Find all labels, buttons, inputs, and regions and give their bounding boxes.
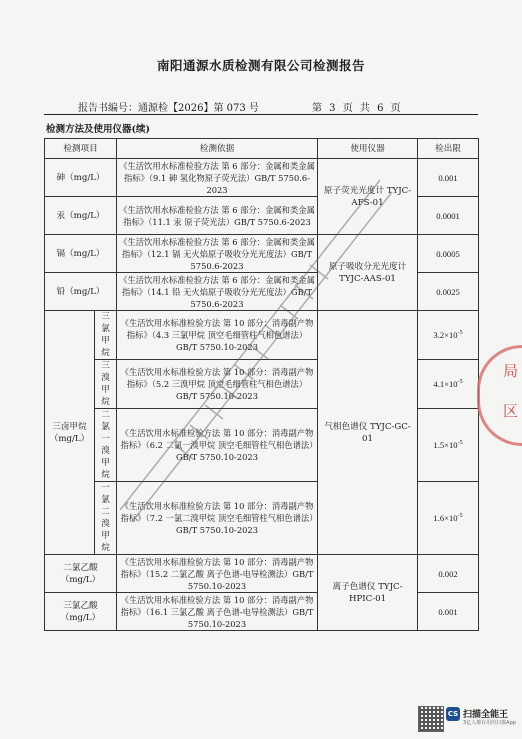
col-header-method: 检测依据: [117, 139, 318, 159]
scanner-tagline: 3亿人都在用的扫描App: [463, 720, 516, 726]
instrument-cell: 原子荧光光度计 TYJC-AFS-01: [318, 159, 418, 235]
method-cell: 《生活饮用水标准检验方法 第 6 部分：金属和类金属指标》（14.1 铅 无火焰原子吸收分光光度法）GB/T 5750.6-2023: [117, 273, 318, 311]
section-title: 检测方法及使用仪器(续): [46, 124, 150, 135]
sub-item-cell: 三溴甲烷: [95, 360, 117, 409]
limit-cell: [418, 311, 479, 360]
item-cell: 二氯乙酸（mg/L）: [45, 555, 117, 593]
sub-item-cell: 三氯甲烷: [95, 311, 117, 360]
item-cell: 三氯乙酸（mg/L）: [45, 593, 117, 631]
col-header-item: 检测项目: [45, 139, 117, 159]
limit-cell: 0.0005: [418, 235, 479, 273]
item-cell: 砷（mg/L）: [45, 159, 117, 197]
report-title: 南阳通源水质检测有限公司检测报告: [156, 58, 365, 73]
col-header-limit: 检出限: [418, 139, 479, 159]
report-number: 报告书编号：通源检【2026】第 073 号: [78, 103, 259, 114]
instrument-cell: 原子吸收分光光度计 TYJC-AAS-01: [318, 235, 418, 311]
method-cell: 《生活饮用水标准检验方法 第 10 部分：消毒副产物指标》（5.2 三溴甲烷 顶空毛细管柱气相色谱法）GB/T 5750.10-2023: [117, 360, 318, 409]
method-cell: 《生活饮用水标准检验方法 第 6 部分：金属和类金属指标》（9.1 砷 氢化物原子荧光法）GB/T 5750.6-2023: [117, 159, 318, 197]
table-row: [45, 555, 479, 593]
method-cell: 《生活饮用水标准检验方法 第 6 部分：金属和类金属指标》（11.1 汞 原子荧光法）GB/T 5750.6-2023: [117, 197, 318, 235]
page-indicator: 第 3 页 共 6 页: [312, 103, 401, 114]
limit-cell: 0.001: [418, 593, 479, 631]
limit-base: 1.5×10: [433, 440, 458, 450]
limit-cell: 0.0025: [418, 273, 479, 311]
scanner-app-name: 扫描全能王: [463, 710, 509, 720]
method-cell: 《生活饮用水标准检验方法 第 10 部分：消毒副产物指标》（4.3 三氯甲烷 顶空毛细管柱气相色谱法）GB/T 5750.10-2023: [117, 311, 318, 360]
limit-exponent: -5: [457, 440, 463, 447]
limit-cell: [418, 482, 479, 555]
sub-item-cell: 一氯二溴甲烷: [95, 482, 117, 555]
qr-code: [418, 706, 444, 732]
method-cell: 《生活饮用水标准检验方法 第 10 部分：消毒副产物指标》（16.1 三氯乙酸 离子色谱-电导检测法）GB/T 5750.10-2023: [117, 593, 318, 631]
limit-cell: [418, 360, 479, 409]
method-cell: 《生活饮用水标准检验方法 第 10 部分：消毒副产物指标》（15.2 二氯乙酸 离子色谱-电导检测法）GB/T 5750.10-2023: [117, 555, 318, 593]
method-cell: 《生活饮用水标准检验方法 第 6 部分：金属和类金属指标》（12.1 镉 无火焰原子吸收分光光度法）GB/T 5750.6-2023: [117, 235, 318, 273]
limit-cell: 0.0001: [418, 197, 479, 235]
method-cell: 《生活饮用水标准检验方法 第 10 部分：消毒副产物指标》（7.2 一氯二溴甲烷 顶空毛细管柱气相色谱法）GB/T 5750.10-2023: [117, 482, 318, 555]
header-divider: [44, 114, 478, 115]
method-cell: 《生活饮用水标准检验方法 第 10 部分：消毒副产物指标》（6.2 二氯一溴甲烷 顶空毛细管柱气相色谱法）GB/T 5750.10-2023: [117, 409, 318, 482]
limit-exponent: -5: [457, 330, 463, 337]
item-cell: 铅（mg/L）: [45, 273, 117, 311]
limit-cell: [418, 409, 479, 482]
limit-cell: 0.001: [418, 159, 479, 197]
instrument-cell: 离子色谱仪 TYJC-HPIC-01: [318, 555, 418, 631]
instrument-cell: 气相色谱仪 TYJC-GC-01: [318, 311, 418, 555]
limit-exponent: -5: [457, 379, 463, 386]
col-header-instrument: 使用仪器: [318, 139, 418, 159]
seal-char: 局: [502, 362, 518, 380]
limit-base: 1.6×10: [433, 513, 458, 523]
limit-base: 4.1×10: [433, 379, 458, 389]
limit-base: 3.2×10: [433, 330, 458, 340]
camscanner-logo-icon: CS: [446, 707, 460, 721]
table-header-row: [45, 139, 479, 159]
item-cell: 汞（mg/L）: [45, 197, 117, 235]
item-cell: 镉（mg/L）: [45, 235, 117, 273]
seal-char: 区: [502, 402, 518, 420]
limit-exponent: -5: [457, 513, 463, 520]
limit-cell: 0.002: [418, 555, 479, 593]
group-label-cell: 三卤甲烷（mg/L）: [45, 311, 95, 555]
seal-stamp-diagonal: [80, 170, 410, 530]
sub-item-cell: 二氯一溴甲烷: [95, 409, 117, 482]
